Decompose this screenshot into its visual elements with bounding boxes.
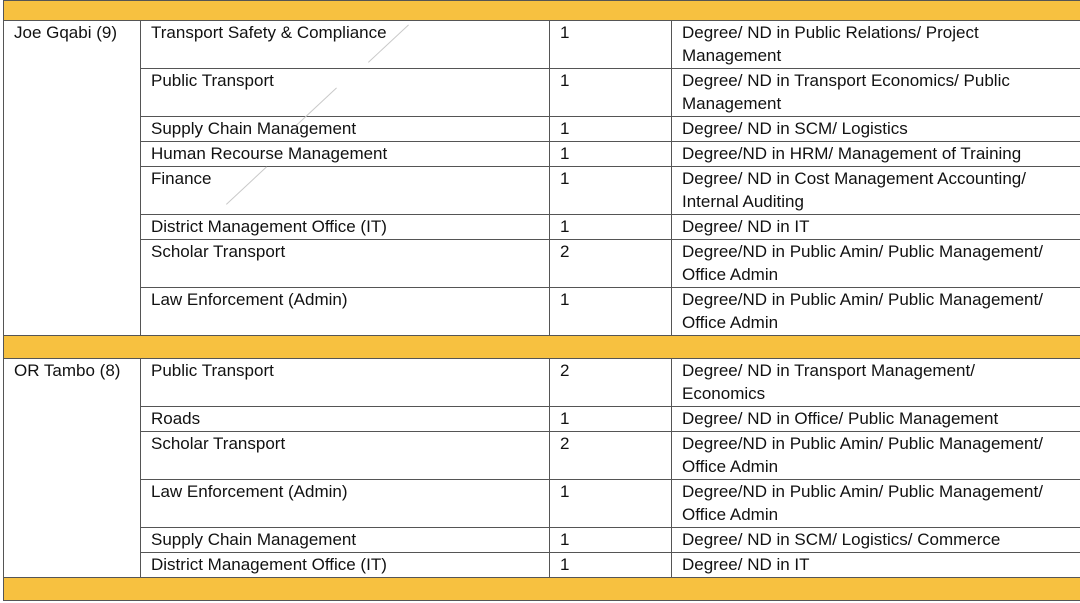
qualification-line: Degree/ ND in Public Relations/ Project xyxy=(682,23,979,42)
qualification-cell xyxy=(672,288,1080,336)
table-row xyxy=(4,359,1080,407)
unit-cell: Scholar Transport xyxy=(141,240,550,288)
qualification-line: Office Admin xyxy=(682,265,779,284)
qty-cell: 1 xyxy=(550,553,672,578)
unit-cell: Supply Chain Management xyxy=(141,528,550,553)
district-cell: OR Tambo (8) xyxy=(4,359,141,578)
qualification-line: Economics xyxy=(682,384,766,403)
qualification-line: Office Admin xyxy=(682,505,779,524)
qty-cell: 1 xyxy=(550,142,672,167)
qualification-cell: Degree/ ND in Office/ Public Management xyxy=(672,407,1080,432)
qualification-line: Management xyxy=(682,46,782,65)
qualification-line: Internal Auditing xyxy=(682,192,804,211)
qualification-line: Degree/ ND in Transport Management/ xyxy=(682,361,975,380)
qualification-line: Degree/ND in Public Amin/ Public Management/ xyxy=(682,242,1043,261)
qualification-cell: Degree/ ND in SCM/ Logistics xyxy=(672,117,1080,142)
table-row xyxy=(4,407,1080,432)
unit-cell: Transport Safety & Compliance xyxy=(141,21,550,69)
unit-cell: Law Enforcement (Admin) xyxy=(141,480,550,528)
table-row xyxy=(4,21,1080,69)
qualification-line: Management xyxy=(682,94,782,113)
qualification-cell: Degree/ ND in IT xyxy=(672,215,1080,240)
table-row xyxy=(4,553,1080,578)
qty-cell: 1 xyxy=(550,407,672,432)
qty-cell: 2 xyxy=(550,432,672,480)
unit-cell: Finance xyxy=(141,167,550,215)
header-band xyxy=(4,1,1080,21)
qualification-cell: Degree/ ND in SCM/ Logistics/ Commerce xyxy=(672,528,1080,553)
separator-band xyxy=(4,336,1080,359)
table-row xyxy=(4,215,1080,240)
qualification-cell: Degree/ ND in IT xyxy=(672,553,1080,578)
qualification-cell xyxy=(672,359,1080,407)
posts-table xyxy=(3,0,1080,601)
unit-cell: Human Recourse Management xyxy=(141,142,550,167)
footer-band xyxy=(4,578,1080,601)
qty-cell: 1 xyxy=(550,480,672,528)
qualification-cell xyxy=(672,480,1080,528)
qty-cell: 1 xyxy=(550,167,672,215)
table-row xyxy=(4,240,1080,288)
district-cell: Joe Gqabi (9) xyxy=(4,21,141,336)
qty-cell: 2 xyxy=(550,359,672,407)
unit-cell: Supply Chain Management xyxy=(141,117,550,142)
qualification-line: Degree/ ND in Transport Economics/ Public xyxy=(682,71,1010,90)
qualification-cell xyxy=(672,21,1080,69)
qualification-cell xyxy=(672,69,1080,117)
unit-cell: District Management Office (IT) xyxy=(141,553,550,578)
table-row xyxy=(4,69,1080,117)
table-row xyxy=(4,142,1080,167)
unit-cell: Law Enforcement (Admin) xyxy=(141,288,550,336)
qualification-line: Degree/ND in Public Amin/ Public Management/ xyxy=(682,482,1043,501)
qualification-cell xyxy=(672,432,1080,480)
qualification-cell xyxy=(672,240,1080,288)
table-row xyxy=(4,480,1080,528)
unit-cell: Public Transport xyxy=(141,69,550,117)
qualification-cell: Degree/ND in HRM/ Management of Training xyxy=(672,142,1080,167)
qty-cell: 1 xyxy=(550,69,672,117)
qualification-line: Degree/ND in Public Amin/ Public Management/ xyxy=(682,290,1043,309)
table-row xyxy=(4,528,1080,553)
qty-cell: 1 xyxy=(550,288,672,336)
qty-cell: 1 xyxy=(550,117,672,142)
qualification-line: Degree/ ND in Cost Management Accounting/ xyxy=(682,169,1026,188)
table-row xyxy=(4,288,1080,336)
qualification-line: Office Admin xyxy=(682,457,779,476)
unit-cell: Scholar Transport xyxy=(141,432,550,480)
qty-cell: 1 xyxy=(550,215,672,240)
qty-cell: 1 xyxy=(550,528,672,553)
unit-cell: District Management Office (IT) xyxy=(141,215,550,240)
qty-cell: 1 xyxy=(550,21,672,69)
table-row xyxy=(4,432,1080,480)
table-row xyxy=(4,167,1080,215)
qualification-line: Office Admin xyxy=(682,313,779,332)
qualification-line: Degree/ND in Public Amin/ Public Management/ xyxy=(682,434,1043,453)
qualification-cell xyxy=(672,167,1080,215)
unit-cell: Public Transport xyxy=(141,359,550,407)
table-row xyxy=(4,117,1080,142)
unit-cell: Roads xyxy=(141,407,550,432)
qty-cell: 2 xyxy=(550,240,672,288)
